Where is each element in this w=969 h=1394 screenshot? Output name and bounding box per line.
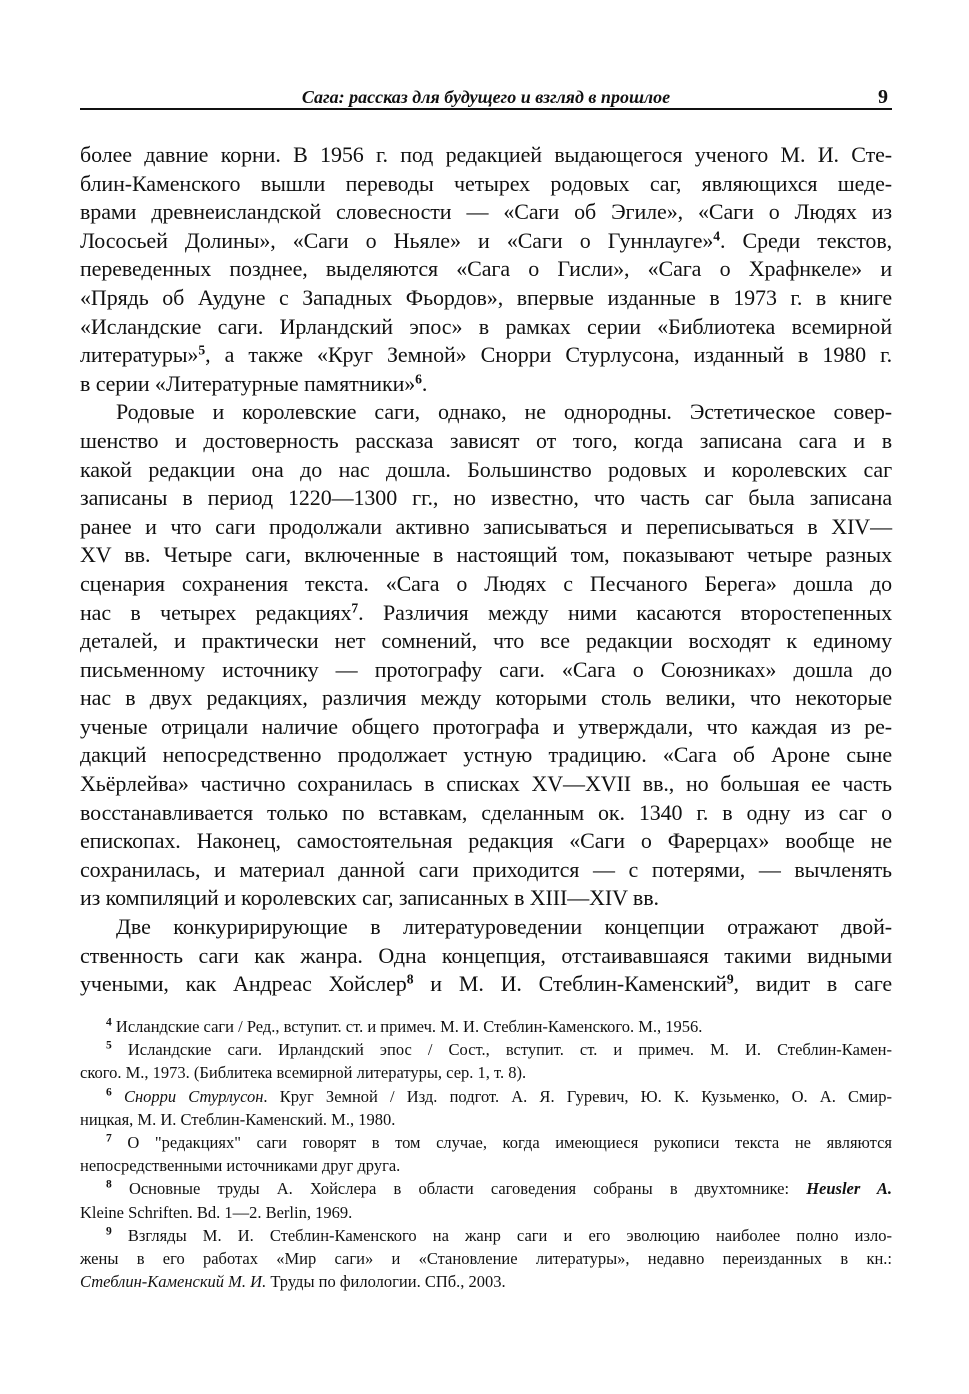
text-segment: литературы» — [80, 342, 199, 368]
text-line: нас в двух редакциях, различия между которыми столь велики, что некоторые — [80, 685, 892, 711]
footnote-ref: 6 — [415, 371, 422, 387]
text-line: восстанавливается только по вставкам, сделанным ок. 1340 г. в одну из саг о — [80, 799, 892, 825]
footnote-continuation: Kleine Schriften. Bd. 1—2. Berlin, 1969. — [80, 1202, 353, 1222]
text-line — [80, 970, 892, 999]
footnote-text: Основные труды А. Хойслера в области саговедения собраны в двухтомнике: — [111, 1179, 807, 1199]
footnote-text: Труды по филологии. СПб., 2003. — [266, 1272, 506, 1292]
text-line: ранее и что саги продолжали активно записываться и переписываться в XIV— — [80, 513, 892, 539]
text-segment: в серии «Литературные памятники» — [80, 370, 416, 396]
text-line — [80, 370, 892, 399]
text-line: блин-Каменского вышли переводы четырех родовых саг, являющихся шеде- — [80, 170, 892, 196]
footnote-number: 9 — [106, 1225, 112, 1238]
footnote — [80, 1015, 892, 1038]
footnote-ref: 9 — [726, 971, 734, 987]
text-line: Две конкуририрующие в литературоведении концепции отражают двой- — [116, 914, 892, 940]
text-line: письменному источнику — протографу саги. «Сага о Союзниках» дошла до — [80, 656, 892, 682]
footnote-text: Взгляды М. И. Стеблин-Каменского на жанр саги и его эволюцию наиболее полно изло- — [111, 1225, 892, 1245]
text-segment: , а также «Круг Земной» Снорри Стурлусона, изданный в 1980 г. — [205, 342, 892, 368]
text-line: Хьёрлейва» частично сохранилась в списках XV—XVII вв., но большая ее часть — [80, 771, 892, 797]
text-line — [80, 599, 892, 628]
text-line: сохранилась, и материал данной саги приходится — с потерями, — вычленять — [80, 856, 892, 882]
text-segment: . Среди текстов, — [720, 227, 893, 253]
footnote-text: О "редакциях" саги говорят в том случае, когда имеющиеся рукописи текста не являются — [111, 1132, 892, 1152]
footnote-ref: 7 — [351, 600, 359, 615]
footnote-continuation: жены в его работах «Мир саги» и «Становление литературы», недавно переизданных в кн.: — [80, 1248, 892, 1268]
text-line: врами древнеисландской словесности — «Саги об Эгиле», «Саги о Людях из — [80, 199, 892, 225]
footnote-number: 7 — [106, 1132, 112, 1145]
footnote-continuation — [80, 1270, 892, 1293]
footnote-continuation: ницкая, М. И. Стеблин-Каменский. М., 1980. — [80, 1109, 396, 1129]
text-line: из компиляций и королевских саг, записанных в XIII—XIV вв. — [80, 885, 659, 911]
footnote-continuation: непосредственными источниками друг друга. — [80, 1156, 401, 1176]
text-segment: . Различия между ними касаются второстепенных — [358, 599, 892, 625]
text-line: деталей, и практически нет сомнений, что все редакции восходят к единому — [80, 628, 892, 654]
text-segment: нас в четырех редакциях — [80, 599, 352, 625]
footnote-author: Снорри Стурлусон — [111, 1086, 264, 1106]
text-line — [80, 341, 892, 370]
footnote-author: Heusler A. — [806, 1179, 892, 1199]
text-line — [80, 227, 892, 256]
footnote — [80, 1038, 892, 1061]
footnote-ref: 8 — [406, 971, 414, 987]
page-number: 9 — [878, 86, 888, 108]
footnote — [80, 1224, 892, 1247]
text-line: «Прядь об Аудуне с Западных Фьордов», впервые изданные в 1973 г. в книге — [80, 284, 892, 310]
footnote-text: Исландские саги / Ред., вступит. ст. и примеч. М. И. Стеблин-Каменского. М., 1956. — [111, 1017, 703, 1036]
text-line: «Исландские саги. Ирландский эпос» в рамках серии «Библиотека всемирной — [80, 313, 892, 339]
footnote — [80, 1085, 892, 1108]
footnote-number: 6 — [106, 1086, 112, 1099]
footnote-ref: 5 — [198, 342, 206, 358]
footnote-author: Стеблин-Каменский М. И. — [80, 1272, 267, 1292]
text-line: ученые отрицали наличие общего протографа и утверждали, что каждая из ре- — [80, 713, 892, 739]
text-segment: учеными, как Андреас Хойслер — [80, 971, 407, 997]
text-line: записаны в период 1220—1300 гг., но известно, что часть саг была записана — [80, 485, 892, 511]
text-line: епископах. Наконец, самостоятельная редакция «Саги о Фарерцах» вообще не — [80, 828, 892, 854]
footnote — [80, 1177, 892, 1200]
footnote-continuation: ского. М., 1973. (Библитека всемирной литературы, сер. 1, т. 8). — [80, 1063, 527, 1083]
text-segment: Лососьей Долины», «Саги о Ньяле» и «Саги о Гуннлауге» — [80, 227, 714, 253]
footnote-number: 8 — [106, 1178, 112, 1191]
footnote-ref: 4 — [713, 228, 721, 244]
footnote — [80, 1131, 892, 1154]
text-segment: и М. И. Стеблин-Каменский — [413, 971, 727, 997]
footnote-text: . Круг Земной / Изд. подгот. А. Я. Гуревич, Ю. К. Кузьменко, О. А. Смир- — [263, 1086, 892, 1106]
text-line: какой редакции она до нас дошла. Большинство родовых и королевских саг — [80, 456, 892, 482]
text-line: дакций непосредственно продолжает устную традицию. «Сага об Ароне сыне — [80, 742, 892, 768]
running-title: Сага: рассказ для будущего и взгляд в прошлое — [301, 87, 671, 107]
running-header — [80, 82, 892, 110]
footnote-text: Исландские саги. Ирландский эпос / Сост., вступит. ст. и примеч. М. И. Стеблин-Камен- — [111, 1040, 892, 1060]
text-line: переведенных позднее, выделяются «Сага о Гисли», «Сага о Храфнкеле» и — [80, 256, 892, 282]
text-line: шенство и достоверность рассказа зависят от того, когда записана сага и в — [80, 427, 892, 453]
text-line: ственность саги как жанра. Одна концепция, отстаивавшаяся такими видными — [80, 942, 892, 968]
footnote-number: 5 — [106, 1039, 112, 1052]
footnote-number: 4 — [106, 1016, 112, 1029]
text-segment: , видит в саге — [733, 971, 892, 997]
text-segment: . — [421, 370, 428, 396]
text-line: XV вв. Четыре саги, включенные в настоящий том, показывают четыре разных — [80, 542, 892, 568]
text-line: более давние корни. В 1956 г. под редакцией выдающегося ученого М. И. Сте- — [80, 142, 892, 167]
footnotes — [80, 1015, 892, 1293]
text-line: Родовые и королевские саги, однако, не однородны. Эстетическое совер- — [116, 399, 892, 425]
text-line: сценария сохранения текста. «Сага о Людях с Песчаного Берега» дошла до — [80, 570, 892, 596]
main-text — [80, 141, 892, 999]
